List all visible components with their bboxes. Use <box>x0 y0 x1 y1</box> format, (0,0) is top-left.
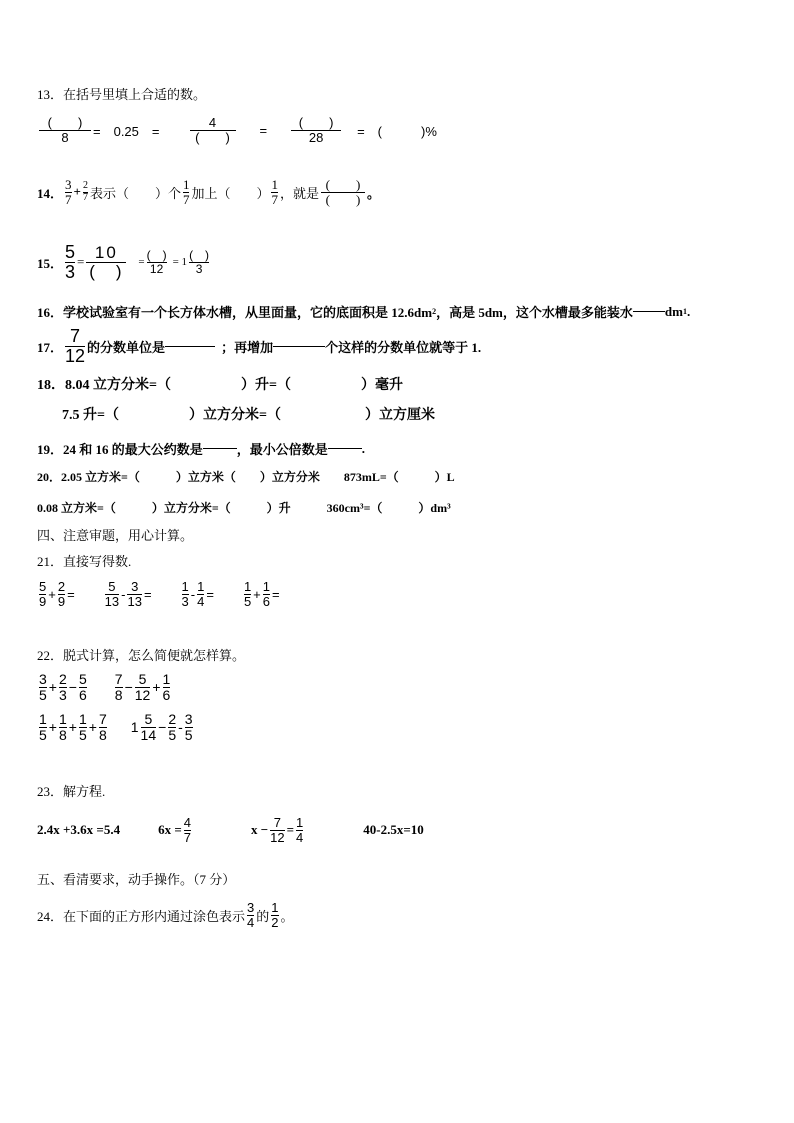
q24-frac-2: $\frac{1}{2}$ <box>271 900 279 930</box>
q14-plus: + <box>73 184 81 200</box>
q21-frac: $\frac{5}{13}$ <box>104 579 120 609</box>
q24-text-3: 。 <box>280 908 294 924</box>
q13-label <box>37 84 206 103</box>
q22-op: + <box>48 679 57 696</box>
q21-op: + <box>48 586 56 602</box>
q19-row <box>37 439 365 458</box>
q16-sup-1: 2 <box>432 307 437 316</box>
q22-op: + <box>48 719 57 736</box>
q17-text-3: 个这样的分数单位就等于 1. <box>325 339 482 355</box>
q15-num: 15． <box>37 255 64 271</box>
q22-label <box>37 645 245 664</box>
q17-row <box>37 327 481 366</box>
q22-expr-1 <box>37 672 89 702</box>
q14-text-4: 。 <box>366 185 380 201</box>
q21-frac: $\frac{1}{4}$ <box>197 579 205 609</box>
q14-frac-4: $\frac{1}{7}$ <box>271 177 278 207</box>
section-4-text: 四、注意审题，用心计算。 <box>37 528 194 543</box>
q21-frac: $\frac{1}{6}$ <box>262 579 270 609</box>
q14-text-3: ，就是 <box>279 185 319 201</box>
q15-frac-3: $\frac{( )}{12}$ <box>146 248 167 276</box>
q14-text-2: 加上（ ） <box>191 185 270 201</box>
q23-eq-2-pre: 6x = <box>158 822 182 838</box>
q21-eq: = <box>206 586 214 602</box>
q21-eq: = <box>272 586 280 602</box>
q19-blank-1[interactable] <box>203 448 237 449</box>
q22-frac: $\frac{1}{6}$ <box>162 671 171 703</box>
q22-frac: $\frac{1}{5}$ <box>39 711 47 743</box>
q22-frac: $\frac{2}{3}$ <box>58 671 67 703</box>
q16-text-1: 16．学校试验室有一个长方体水槽，从里面量，它的底面积是 12.6dm <box>37 305 433 320</box>
q23-eq-3-frac-1: $\frac{7}{12}$ <box>270 815 285 845</box>
q19-text-2: ，最小公倍数是 <box>236 442 328 457</box>
q22-frac: $\frac{2}{5}$ <box>168 711 177 743</box>
q13-eq2: = <box>259 122 268 138</box>
q23-eq-4: 40-2.5x=10 <box>363 822 424 838</box>
q22-op: - <box>178 719 183 736</box>
q18-line-1 <box>37 374 403 394</box>
q22-expr-4 <box>139 712 195 742</box>
q22-op: − <box>68 679 77 696</box>
q15-eq2: = <box>138 256 145 269</box>
q22-frac: $\frac{5}{12}$ <box>134 671 151 703</box>
q14-text-1: 表示（ ）个 <box>89 185 181 201</box>
q22-frac: $\frac{3}{5}$ <box>39 671 47 703</box>
q14-frac-1: $\frac{3}{7}$ <box>65 177 72 207</box>
q22-expr-3 <box>37 712 109 742</box>
q14-row <box>37 178 380 206</box>
q22-frac: $\frac{1}{5}$ <box>78 711 87 743</box>
q24-text-2: 的 <box>256 908 270 924</box>
q22-frac: $\frac{3}{5}$ <box>184 711 193 743</box>
q13-frac-2: $\frac{4}{( )}$ <box>190 116 236 144</box>
q16-text-3: dm <box>664 303 683 319</box>
q17-num: 17． <box>37 339 64 355</box>
q13-frac-1: $\frac{( )}{8}$ <box>39 116 91 144</box>
q16-sup-2: 1 <box>682 307 687 316</box>
q21-eq: = <box>67 586 75 602</box>
q20-text-1: 20．2.05 立方米=（ ）立方米（ ）立方分米 873mL=（ ）L <box>37 470 455 484</box>
q22-op: − <box>124 679 133 696</box>
q21-frac: $\frac{1}{3}$ <box>181 579 189 609</box>
q15-frac-1: $\frac{5}{3}$ <box>65 242 76 282</box>
q13-row <box>37 116 437 144</box>
q21-op: - <box>121 586 126 602</box>
q22-op: − <box>158 719 167 736</box>
q15-eq3: = 1 <box>172 256 188 269</box>
q21-eq: = <box>143 586 152 602</box>
q21-frac: $\frac{5}{9}$ <box>39 579 47 609</box>
q21-frac: $\frac{3}{13}$ <box>127 579 142 609</box>
q21-label <box>37 551 131 570</box>
q21-op: + <box>253 586 261 602</box>
q23-row <box>37 816 424 844</box>
q13-label-text: 13．在括号里填上合适的数。 <box>37 87 207 102</box>
q21-item <box>37 580 75 608</box>
q19-blank-2[interactable] <box>328 448 362 449</box>
section-5-heading <box>37 869 235 888</box>
q22-op: + <box>88 719 97 736</box>
q22-row-2 <box>37 712 195 742</box>
q15-row <box>37 243 211 282</box>
q20-text-2: 0.08 立方米=（ ）立方分米=（ ）升 360cm³=（ ）dm³ <box>37 501 451 515</box>
q16-blank[interactable] <box>633 311 665 312</box>
q14-frac-5: $\frac{( )}{( )}$ <box>321 178 365 206</box>
q17-text-2: ；再增加 <box>221 339 274 355</box>
q21-label-text: 21．直接写得数. <box>37 554 132 569</box>
q24-frac-1: $\frac{3}{4}$ <box>247 900 255 930</box>
q22-frac: $\frac{7}{8}$ <box>98 711 107 743</box>
q13-eq1: = 0.25 = <box>93 123 160 139</box>
q22-frac: $\frac{5}{6}$ <box>78 671 87 703</box>
q23-eq-3-mid: = <box>286 822 295 838</box>
q23-eq-3-pre: x − <box>250 822 269 838</box>
q23-label-text: 23．解方程. <box>37 784 106 799</box>
q24-row <box>37 901 294 929</box>
q21-frac: $\frac{1}{5}$ <box>243 579 252 609</box>
q22-frac: $\frac{5}{14}$ <box>140 711 157 743</box>
q14-num: 14． <box>37 185 64 201</box>
q22-op: + <box>152 679 161 696</box>
q13-tail: = ( )% <box>357 123 437 139</box>
q18-text-2: 7.5 升=（ ）立方分米=（ ）立方厘米 <box>62 408 435 423</box>
q23-eq-2-frac: $\frac{4}{7}$ <box>183 815 191 845</box>
q21-item <box>180 580 214 608</box>
q16-row <box>37 302 690 321</box>
q21-op: - <box>190 586 196 602</box>
q22-expr-4-whole: 1 <box>130 719 139 736</box>
q14-frac-3: $\frac{1}{7}$ <box>182 177 190 207</box>
q20-line-1 <box>37 468 455 485</box>
section-4-heading <box>37 525 193 544</box>
q14-frac-2: $\frac{2}{7}$ <box>82 180 88 203</box>
q21-item <box>242 580 280 608</box>
q20-line-2 <box>37 499 451 516</box>
q16-text-2: ，高是 5dm，这个水槽最多能装水 <box>436 305 633 320</box>
q21-row <box>37 580 280 608</box>
q22-row-1 <box>37 672 172 702</box>
q23-eq-3-frac-2: $\frac{1}{4}$ <box>296 815 304 845</box>
q23-label <box>37 781 105 800</box>
q17-blank-2[interactable] <box>273 346 325 347</box>
q17-frac: $\frac{7}{12}$ <box>65 326 86 366</box>
q22-frac: $\frac{1}{8}$ <box>58 711 67 743</box>
q19-text-3: . <box>361 440 366 456</box>
q15-frac-4: $\frac{( )}{3}$ <box>189 248 210 276</box>
q17-text-1: 的分数单位是 <box>87 339 166 355</box>
q21-item <box>103 580 152 608</box>
q16-text-4: . <box>686 303 691 319</box>
q23-eq-1: 2.4x +3.6x =5.4 <box>37 822 121 838</box>
q22-frac: $\frac{7}{8}$ <box>114 671 123 703</box>
q21-frac: $\frac{2}{9}$ <box>57 579 66 609</box>
q22-op: + <box>68 719 77 736</box>
section-5-text: 五、看清要求，动手操作。（7 分） <box>37 872 236 887</box>
q15-eq1: = <box>77 254 85 270</box>
q24-text-1: 24．在下面的正方形内通过涂色表示 <box>37 908 246 924</box>
q15-frac-2: $\frac{10}{( )}$ <box>86 244 126 281</box>
q19-text-1: 19．24 和 16 的最大公约数是 <box>37 442 203 457</box>
q18-line-2 <box>62 404 435 424</box>
q22-label-text: 22．脱式计算，怎么简便就怎样算。 <box>37 648 246 663</box>
q18-text-1: 18．8.04 立方分米=（ ）升=（ ）毫升 <box>37 378 403 393</box>
q13-frac-3: $\frac{( )}{28}$ <box>291 116 341 144</box>
q17-blank-1[interactable] <box>165 346 215 347</box>
q22-expr-2 <box>113 672 173 702</box>
